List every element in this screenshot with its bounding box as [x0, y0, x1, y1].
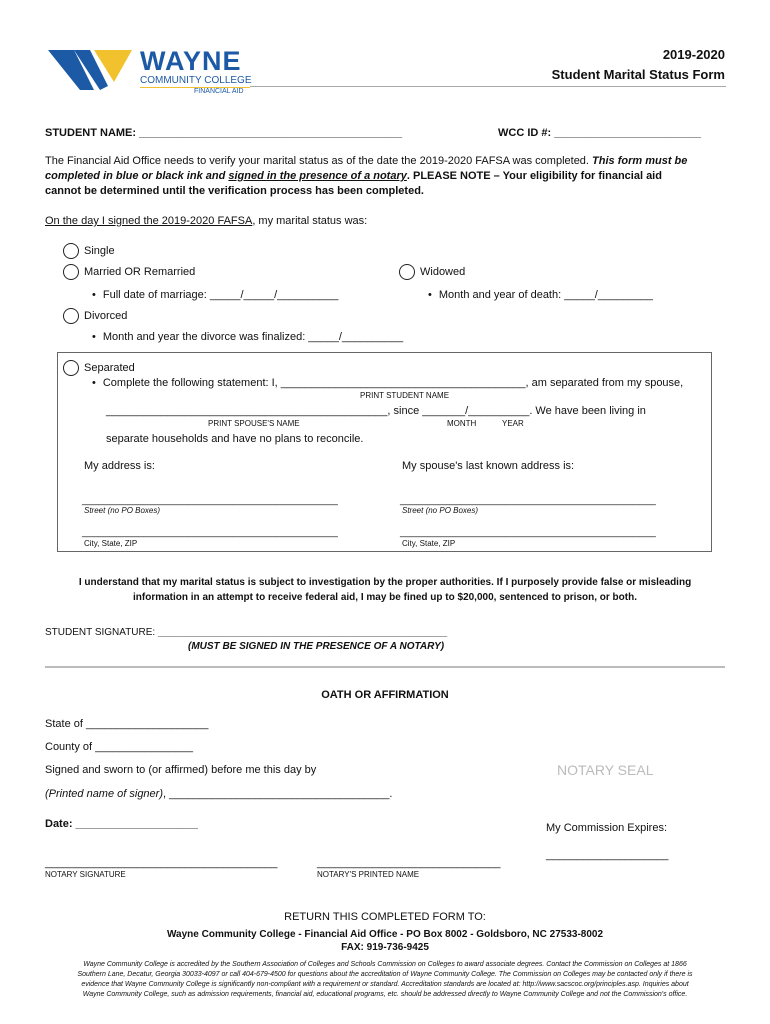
state-field[interactable]: State of ____________________ [45, 718, 209, 730]
student-signature[interactable] [45, 627, 447, 638]
spouse-street-label: Street (no PO Boxes) [402, 506, 479, 515]
commission-label: My Commission Expires: [546, 822, 668, 834]
my-street-field[interactable]: ______________________________________________ [82, 495, 338, 506]
print-spouse-name-label: PRINT SPOUSE'S NAME [208, 419, 300, 428]
logo-wayne-text: WAYNE [140, 46, 242, 76]
spouse-city-field[interactable]: ______________________________________________ [400, 527, 656, 538]
wayne-logo-mark [44, 46, 134, 94]
accreditation-line-1: Wayne Community College is accredited by the Southern Association of Colleges and Schools Commission on Colleges to award associate degrees. Contact the Commission on Colleges at 1866 [83, 961, 687, 968]
printed-name-field[interactable] [45, 788, 392, 800]
accreditation-line-2: Southern Lane, Decatur, Georgia 30033-4097 or call 404-679-4500 for questions about the accreditation of Wayne Community College. The Commission on Colleges may be contacted only if there is [77, 971, 693, 978]
separated-statement[interactable]: • Complete the following statement: I, ________________________________________, am separated from my spouse, [92, 377, 683, 389]
logo-college-text: COMMUNITY COLLEGE [140, 75, 252, 86]
year-label: YEAR [502, 419, 524, 428]
printed-name-label: (Printed name of signer) [45, 788, 163, 800]
intro-line-1 [45, 155, 687, 167]
oath-title: OATH OR AFFIRMATION [321, 689, 449, 701]
intro-line-3: cannot be determined until the verification process has been completed. [45, 185, 424, 197]
intro-line-2 [45, 170, 662, 182]
married-radio[interactable] [63, 264, 79, 280]
return-address: Wayne Community College - Financial Aid Office - PO Box 8002 - Goldsboro, NC 27533-8002 [166, 929, 604, 940]
notary-signature-field[interactable]: ______________________________________ [45, 857, 278, 869]
spouse-street-field[interactable]: ______________________________________________ [400, 495, 656, 506]
header-rule [250, 86, 726, 87]
status-question-rest: , my marital status was: [252, 215, 368, 227]
widowed-detail[interactable]: • Month and year of death: _____/_________ [428, 289, 653, 301]
widowed-label: Widowed [420, 266, 466, 278]
print-student-name-label: PRINT STUDENT NAME [360, 391, 450, 400]
notary-signature-label: NOTARY SIGNATURE [45, 870, 126, 879]
warning-line-2: information in an attempt to receive federal aid, I may be fined up to $20,000, sentenced to prison, or both. [133, 592, 637, 603]
separated-line-2[interactable]: ______________________________________________, since _______/__________. We have been living in [106, 405, 646, 417]
widowed-radio[interactable] [399, 264, 415, 280]
intro-emphasis-1: This form must be [592, 155, 688, 167]
my-city-label: City, State, ZIP [84, 539, 138, 548]
accreditation-line-3: evidence that Wayne Community College is significantly non-compliant with a requirement or standard. Accreditation standards are located at: http://www.sacscoc.org/principles.asp. Inquiries about [81, 981, 689, 988]
accreditation-notice [0, 960, 770, 1000]
single-label: Single [84, 245, 115, 257]
spouse-address-label: My spouse's last known address is: [402, 460, 575, 472]
separated-radio[interactable] [63, 360, 79, 376]
intro-text-1: The Financial Aid Office needs to verify your marital status as of the date the 2019-2020 FAFSA was completed. [45, 155, 593, 167]
notary-seal-label: NOTARY SEAL [557, 762, 654, 778]
warning-text [0, 575, 770, 605]
my-street-label: Street (no PO Boxes) [84, 506, 161, 515]
student-signature-label: STUDENT SIGNATURE: [45, 627, 158, 638]
logo-dept-text: FINANCIAL AID [194, 88, 244, 95]
signature-note: (MUST BE SIGNED IN THE PRESENCE OF A NOTARY) [188, 641, 445, 652]
form-year: 2019-2020 [662, 47, 725, 62]
section-divider [45, 666, 725, 668]
spouse-city-label: City, State, ZIP [402, 539, 456, 548]
my-city-field[interactable]: ______________________________________________ [82, 527, 338, 538]
intro-emphasis-3: signed in the presence of a notary [228, 170, 407, 182]
separated-label: Separated [84, 362, 135, 374]
divorced-detail[interactable]: • Month and year the divorce was finalized: _____/__________ [92, 331, 403, 343]
date-field[interactable]: Date: ____________________ [45, 818, 198, 830]
student-signature-line: ____________________________________________________ [157, 627, 448, 638]
warning-line-1: I understand that my marital status is subject to investigation by the proper authorities. If I purposely provide false or misleading [78, 577, 692, 588]
intro-emphasis-2: completed in blue or black ink and [45, 170, 229, 182]
notary-printed-name-label: NOTARY'S PRINTED NAME [317, 870, 420, 879]
status-question [45, 215, 367, 227]
return-instructions: RETURN THIS COMPLETED FORM TO: [284, 911, 486, 923]
divorced-radio[interactable] [63, 308, 79, 324]
college-logo [44, 46, 254, 98]
form-title: Student Marital Status Form [551, 67, 725, 82]
county-field[interactable]: County of ________________ [45, 741, 194, 753]
sworn-text: Signed and sworn to (or affirmed) before me this day by [45, 764, 317, 776]
month-label: MONTH [447, 419, 477, 428]
status-question-underlined: On the day I signed the 2019-2020 FAFSA [45, 215, 253, 227]
return-fax: FAX: 919-736-9425 [341, 942, 429, 953]
student-name-field[interactable]: STUDENT NAME: ___________________________________________ [45, 127, 403, 139]
married-detail[interactable]: • Full date of marriage: _____/_____/__________ [92, 289, 338, 301]
accreditation-line-4: Wayne Community College, such as admission requirements, financial aid, educational programs, etc. should be addressed directly to Wayne Community College and not the Commission's office. [82, 991, 688, 998]
separated-line-3: separate households and have no plans to reconcile. [106, 433, 364, 445]
wcc-id-field[interactable]: WCC ID #: ________________________ [498, 127, 702, 139]
single-radio[interactable] [63, 243, 79, 259]
my-address-label: My address is: [84, 460, 155, 472]
notary-printed-name-field[interactable]: ______________________________ [317, 857, 501, 869]
intro-note: . PLEASE NOTE – Your eligibility for financial aid [406, 170, 662, 182]
commission-field[interactable]: ____________________ [546, 849, 669, 861]
printed-name-line: , ____________________________________. [163, 788, 393, 800]
married-label: Married OR Remarried [84, 266, 196, 278]
divorced-label: Divorced [84, 310, 128, 322]
